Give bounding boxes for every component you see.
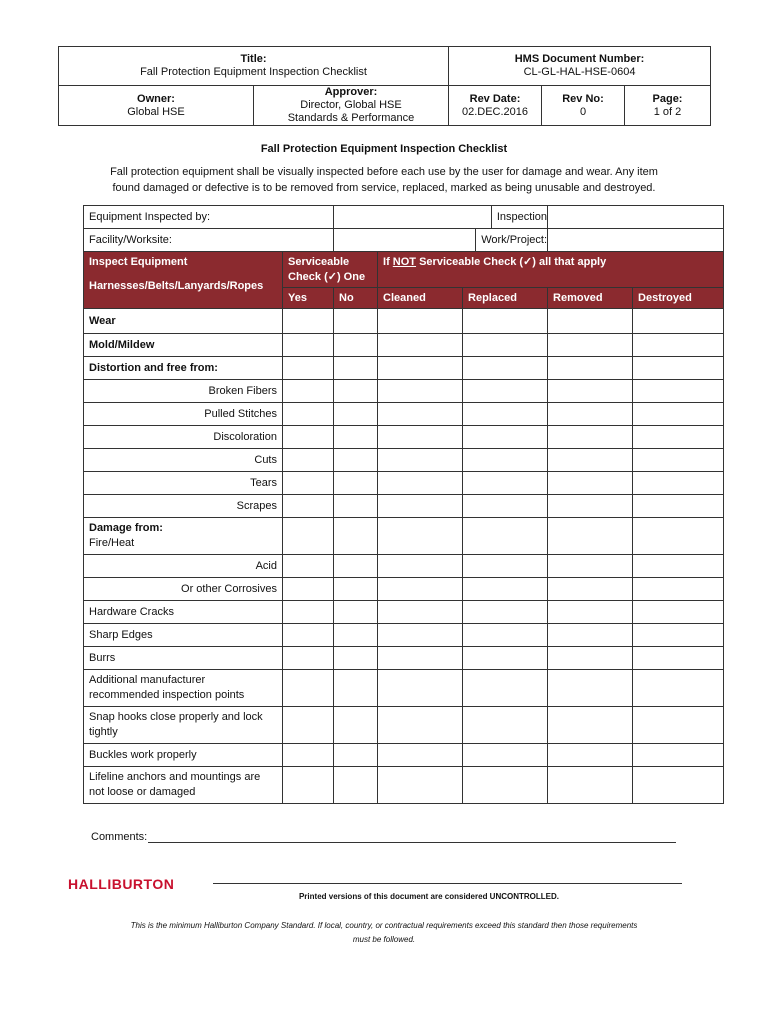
check-cell[interactable] xyxy=(378,357,463,380)
check-cell[interactable] xyxy=(334,357,378,380)
row-label-burrs: Burrs xyxy=(84,647,283,670)
title-label: Title: xyxy=(240,53,267,65)
check-cell[interactable] xyxy=(334,426,378,449)
hms-number-cell xyxy=(449,47,711,86)
comments-field[interactable] xyxy=(91,831,676,843)
cleaned-column-header: Cleaned xyxy=(378,288,463,309)
check-cell[interactable] xyxy=(463,647,548,670)
check-cell[interactable] xyxy=(283,707,334,744)
row-label-additional xyxy=(84,670,283,707)
not-serviceable-not: NOT xyxy=(392,256,417,268)
check-cell[interactable] xyxy=(548,334,633,357)
yes-column-header: Yes xyxy=(283,288,334,309)
check-cell[interactable] xyxy=(463,767,548,804)
table-row xyxy=(84,449,724,472)
check-cell[interactable] xyxy=(463,555,548,578)
check-cell[interactable] xyxy=(633,744,724,767)
inspect-equipment-header xyxy=(84,252,283,309)
not-serviceable-header xyxy=(378,252,724,288)
row-label-snap-hooks xyxy=(84,707,283,744)
check-cell[interactable] xyxy=(548,670,633,707)
disclaimer-line-2: must be followed. xyxy=(352,935,416,944)
check-cell[interactable] xyxy=(548,449,633,472)
check-cell[interactable] xyxy=(378,309,463,334)
check-cell[interactable] xyxy=(334,472,378,495)
inspected-by-label: Equipment Inspected by: xyxy=(84,206,334,229)
check-cell[interactable] xyxy=(283,767,334,804)
table-row xyxy=(84,472,724,495)
additional-line-2: recommended inspection points xyxy=(89,689,245,701)
check-cell[interactable] xyxy=(283,670,334,707)
check-cell[interactable] xyxy=(334,707,378,744)
check-cell[interactable] xyxy=(633,426,724,449)
row-label-acid: Acid xyxy=(84,555,283,578)
hms-value: CL-GL-HAL-HSE-0604 xyxy=(523,66,636,78)
inspect-equipment-label: Inspect Equipment xyxy=(89,256,188,268)
check-cell[interactable] xyxy=(633,449,724,472)
check-cell[interactable] xyxy=(548,707,633,744)
table-row xyxy=(84,767,724,804)
rev-date-value: 02.DEC.2016 xyxy=(461,105,529,118)
table-row xyxy=(84,601,724,624)
check-cell[interactable] xyxy=(633,495,724,518)
no-column-header: No xyxy=(334,288,378,309)
check-cell[interactable] xyxy=(548,309,633,334)
check-cell[interactable] xyxy=(283,555,334,578)
rev-date-cell xyxy=(449,86,542,126)
facility-label: Facility/Worksite: xyxy=(84,229,334,252)
table-row xyxy=(84,334,724,357)
check-cell[interactable] xyxy=(633,624,724,647)
check-cell[interactable] xyxy=(334,403,378,426)
table-row xyxy=(84,647,724,670)
comments-label: Comments: xyxy=(91,831,148,843)
work-project-input[interactable] xyxy=(548,229,724,252)
intro-line-1: Fall protection equipment shall be visually inspected before each use by the user for damage and wear. Any item xyxy=(110,166,658,178)
page-label: Page: xyxy=(652,92,683,105)
check-cell[interactable] xyxy=(283,744,334,767)
check-cell[interactable] xyxy=(548,601,633,624)
check-cell[interactable] xyxy=(463,472,548,495)
title-value: Fall Protection Equipment Inspection Checklist xyxy=(140,66,367,78)
fire-heat-label: Fire/Heat xyxy=(89,537,135,549)
work-project-label: Work/Project: xyxy=(481,234,548,246)
check-cell[interactable] xyxy=(283,624,334,647)
check-cell[interactable] xyxy=(633,403,724,426)
check-cell[interactable] xyxy=(334,767,378,804)
additional-line-1: Additional manufacturer xyxy=(89,674,206,686)
destroyed-column-header: Destroyed xyxy=(633,288,724,309)
check-cell[interactable] xyxy=(463,357,548,380)
table-row xyxy=(84,744,724,767)
table-row xyxy=(84,578,724,601)
check-cell[interactable] xyxy=(283,578,334,601)
intro-line-2: found damaged or defective is to be removed from service, replaced, marked as being unusable and destroyed. xyxy=(112,182,656,194)
table-row xyxy=(84,426,724,449)
not-serviceable-prefix: If xyxy=(383,256,393,268)
facility-field[interactable] xyxy=(334,229,548,252)
check-cell[interactable] xyxy=(283,426,334,449)
document-header-table xyxy=(58,46,711,126)
inspected-by-field[interactable] xyxy=(334,206,548,229)
checklist-title: Fall Protection Equipment Inspection Checklist xyxy=(260,143,508,155)
row-label-corrosives: Or other Corrosives xyxy=(84,578,283,601)
check-cell[interactable] xyxy=(283,334,334,357)
row-label-pulled-stitches: Pulled Stitches xyxy=(84,403,283,426)
check-cell[interactable] xyxy=(633,670,724,707)
check-cell[interactable] xyxy=(548,555,633,578)
row-label-mold: Mold/Mildew xyxy=(84,334,283,357)
check-cell[interactable] xyxy=(283,518,334,555)
check-cell[interactable] xyxy=(378,578,463,601)
check-cell[interactable] xyxy=(548,578,633,601)
check-cell[interactable] xyxy=(633,707,724,744)
row-label-discoloration: Discoloration xyxy=(84,426,283,449)
check-cell[interactable] xyxy=(548,495,633,518)
inspection-date-label: Inspection xyxy=(496,211,548,223)
check-cell[interactable] xyxy=(334,334,378,357)
check-cell[interactable] xyxy=(463,744,548,767)
halliburton-logo: HALLIBURTON xyxy=(68,876,175,892)
standard-disclaimer xyxy=(86,919,682,947)
removed-column-header: Removed xyxy=(548,288,633,309)
equipment-types-label: Harnesses/Belts/Lanyards/Ropes xyxy=(89,280,264,292)
serviceable-label-2: Check (✓) One xyxy=(288,271,366,283)
check-cell[interactable] xyxy=(283,357,334,380)
check-cell[interactable] xyxy=(463,403,548,426)
check-cell[interactable] xyxy=(633,601,724,624)
table-row xyxy=(84,403,724,426)
check-cell[interactable] xyxy=(463,449,548,472)
check-cell[interactable] xyxy=(463,334,548,357)
check-cell[interactable] xyxy=(463,578,548,601)
page-cell xyxy=(625,86,711,126)
check-cell[interactable] xyxy=(378,744,463,767)
check-cell[interactable] xyxy=(378,380,463,403)
row-label-sharp-edges: Sharp Edges xyxy=(84,624,283,647)
row-label-cuts: Cuts xyxy=(84,449,283,472)
table-row xyxy=(84,380,724,403)
check-cell[interactable] xyxy=(378,472,463,495)
owner-cell xyxy=(59,86,254,126)
check-cell[interactable] xyxy=(463,518,548,555)
check-cell[interactable] xyxy=(378,555,463,578)
check-cell[interactable] xyxy=(378,334,463,357)
owner-value: Global HSE xyxy=(127,105,185,118)
check-cell[interactable] xyxy=(378,403,463,426)
row-label-buckles: Buckles work properly xyxy=(84,744,283,767)
lifeline-line-1: Lifeline anchors and mountings are xyxy=(89,771,261,783)
check-cell[interactable] xyxy=(334,744,378,767)
owner-label: Owner: xyxy=(137,92,175,105)
check-cell[interactable] xyxy=(548,518,633,555)
check-cell[interactable] xyxy=(378,601,463,624)
check-cell[interactable] xyxy=(283,601,334,624)
check-cell[interactable] xyxy=(548,472,633,495)
check-cell[interactable] xyxy=(463,426,548,449)
row-label-damage-from xyxy=(84,518,283,555)
lifeline-line-2: not loose or damaged xyxy=(89,786,196,798)
check-cell[interactable] xyxy=(633,578,724,601)
check-cell[interactable] xyxy=(463,309,548,334)
inspected-by-input[interactable] xyxy=(334,206,492,228)
approver-value-line-1: Director, Global HSE xyxy=(300,99,402,111)
check-cell[interactable] xyxy=(548,357,633,380)
check-cell[interactable] xyxy=(378,647,463,670)
check-cell[interactable] xyxy=(334,309,378,334)
check-cell[interactable] xyxy=(633,472,724,495)
check-cell[interactable] xyxy=(633,555,724,578)
replaced-column-header: Replaced xyxy=(463,288,548,309)
check-cell[interactable] xyxy=(463,495,548,518)
check-cell[interactable] xyxy=(378,518,463,555)
rev-no-label: Rev No: xyxy=(562,92,604,105)
not-serviceable-suffix: Serviceable Check (✓) all that apply xyxy=(416,256,607,268)
check-cell[interactable] xyxy=(633,309,724,334)
title-cell xyxy=(59,47,449,86)
check-cell[interactable] xyxy=(548,426,633,449)
check-cell[interactable] xyxy=(283,403,334,426)
serviceable-header xyxy=(283,252,378,288)
check-cell[interactable] xyxy=(548,403,633,426)
hms-label: HMS Document Number: xyxy=(514,53,645,65)
check-cell[interactable] xyxy=(334,495,378,518)
check-cell[interactable] xyxy=(334,449,378,472)
check-cell[interactable] xyxy=(283,647,334,670)
check-cell[interactable] xyxy=(633,767,724,804)
uncontrolled-notice: Printed versions of this document are considered UNCONTROLLED. xyxy=(298,892,560,901)
table-row xyxy=(84,309,724,334)
comments-line[interactable] xyxy=(148,831,676,843)
snap-hooks-line-1: Snap hooks close properly and lock xyxy=(89,711,263,723)
check-cell[interactable] xyxy=(548,767,633,804)
rev-no-value: 0 xyxy=(579,105,587,118)
check-cell[interactable] xyxy=(283,495,334,518)
row-label-distortion: Distortion and free from: xyxy=(84,357,283,380)
row-label-lifeline xyxy=(84,767,283,804)
check-cell[interactable] xyxy=(283,380,334,403)
table-row xyxy=(84,357,724,380)
check-cell[interactable] xyxy=(548,624,633,647)
row-label-scrapes: Scrapes xyxy=(84,495,283,518)
approver-cell xyxy=(254,86,449,126)
snap-hooks-line-2: tightly xyxy=(89,726,118,738)
row-label-tears: Tears xyxy=(84,472,283,495)
check-cell[interactable] xyxy=(378,707,463,744)
check-cell[interactable] xyxy=(334,518,378,555)
check-cell[interactable] xyxy=(334,647,378,670)
check-cell[interactable] xyxy=(463,707,548,744)
check-cell[interactable] xyxy=(463,624,548,647)
check-cell[interactable] xyxy=(378,767,463,804)
check-cell[interactable] xyxy=(334,670,378,707)
check-cell[interactable] xyxy=(633,380,724,403)
inspection-date-input[interactable] xyxy=(548,206,724,229)
disclaimer-line-1: This is the minimum Halliburton Company Standard. If local, country, or contractual requirements exceed this standard then those requirements xyxy=(130,921,638,930)
check-cell[interactable] xyxy=(283,309,334,334)
check-cell[interactable] xyxy=(378,624,463,647)
check-cell[interactable] xyxy=(283,449,334,472)
rev-date-label: Rev Date: xyxy=(469,92,521,105)
approver-value-line-2: Standards & Performance xyxy=(287,112,415,124)
check-cell[interactable] xyxy=(463,380,548,403)
table-row xyxy=(84,518,724,555)
check-cell[interactable] xyxy=(378,449,463,472)
check-cell[interactable] xyxy=(378,670,463,707)
check-cell[interactable] xyxy=(283,472,334,495)
check-cell[interactable] xyxy=(334,601,378,624)
check-cell[interactable] xyxy=(633,334,724,357)
check-cell[interactable] xyxy=(378,426,463,449)
check-cell[interactable] xyxy=(633,647,724,670)
check-cell[interactable] xyxy=(548,380,633,403)
check-cell[interactable] xyxy=(463,601,548,624)
check-cell[interactable] xyxy=(334,380,378,403)
row-label-wear: Wear xyxy=(84,309,283,334)
intro-paragraph xyxy=(92,164,676,196)
rev-no-cell xyxy=(542,86,625,126)
serviceable-label-1: Serviceable xyxy=(288,256,350,268)
check-cell[interactable] xyxy=(334,555,378,578)
table-row xyxy=(84,707,724,744)
check-cell[interactable] xyxy=(633,518,724,555)
check-cell[interactable] xyxy=(633,357,724,380)
row-label-broken-fibers: Broken Fibers xyxy=(84,380,283,403)
check-cell[interactable] xyxy=(334,624,378,647)
page-value: 1 of 2 xyxy=(653,105,682,118)
table-row xyxy=(84,495,724,518)
footer-divider xyxy=(213,883,682,884)
check-cell[interactable] xyxy=(548,647,633,670)
damage-from-label: Damage from: xyxy=(89,522,163,534)
check-cell[interactable] xyxy=(378,495,463,518)
facility-input[interactable] xyxy=(334,229,476,251)
check-cell[interactable] xyxy=(548,744,633,767)
table-row xyxy=(84,555,724,578)
approver-label: Approver: xyxy=(324,86,378,98)
row-label-hardware-cracks: Hardware Cracks xyxy=(84,601,283,624)
inspection-checklist-table xyxy=(83,205,724,804)
table-row xyxy=(84,670,724,707)
check-cell[interactable] xyxy=(463,670,548,707)
check-cell[interactable] xyxy=(334,578,378,601)
table-row xyxy=(84,624,724,647)
